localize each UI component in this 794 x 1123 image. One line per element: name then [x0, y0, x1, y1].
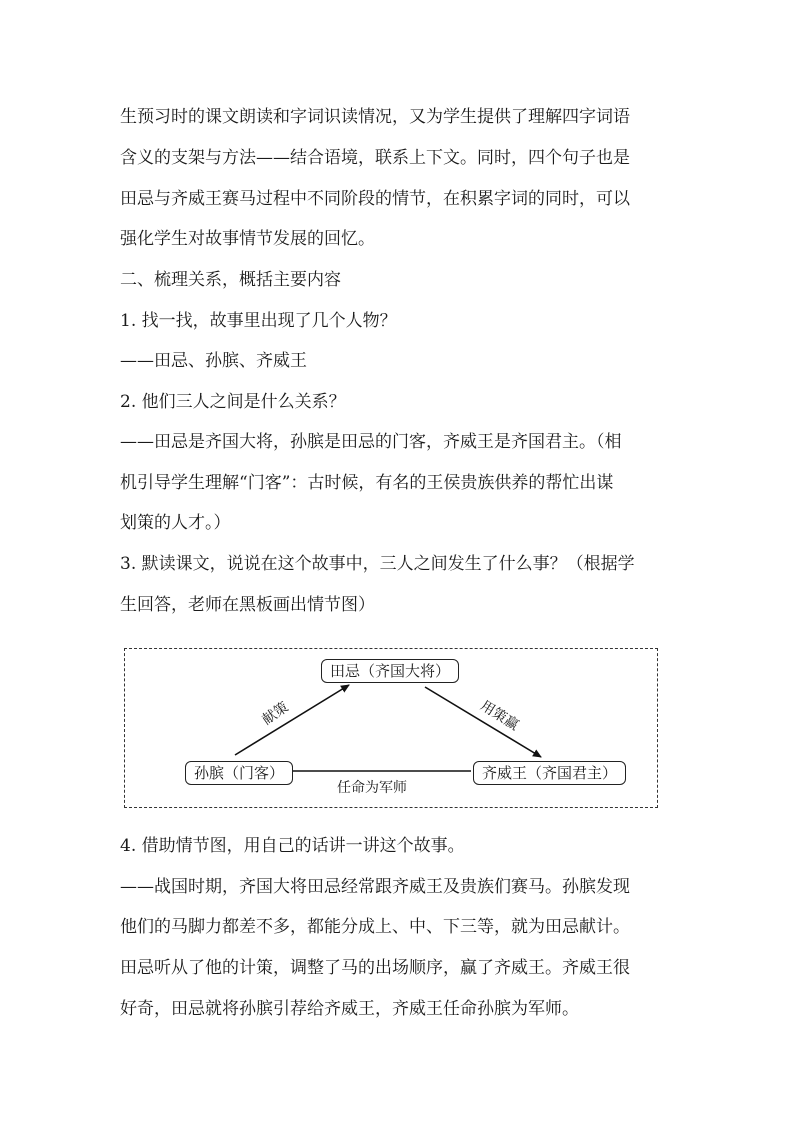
arrow-right	[425, 687, 541, 757]
answer-4-cont: 他们的马脚力都差不多，都能分成上、中、下三等，就为田忌献计。	[120, 917, 630, 937]
answer-4-cont: 田忌听从了他的计策，调整了马的出场顺序，赢了齐威王。齐威王很	[120, 958, 630, 978]
body-line: 生预习时的课文朗读和字词识读情况，又为学生提供了理解四字词语	[120, 107, 630, 127]
node-qiweiwang: 齐威王（齐国君主）	[473, 761, 626, 785]
answer-4-cont: 好奇，田忌就将孙膑引荐给齐威王，齐威王任命孙膑为军师。	[120, 999, 579, 1019]
body-line: 含义的支架与方法——结合语境，联系上下文。同时，四个句子也是	[120, 148, 630, 168]
answer-2: ——田忌是齐国大将，孙膑是田忌的门客，齐威王是齐国君主。（相	[120, 432, 622, 452]
answer-2-cont: 划策的人才。）	[120, 513, 231, 533]
node-tianji: 田忌（齐国大将）	[321, 659, 459, 683]
label-renming: 任命为军师	[337, 780, 407, 796]
label-xiance: 献策	[259, 699, 292, 729]
body-line: 强化学生对故事情节发展的回忆。	[120, 229, 375, 249]
plot-diagram	[124, 648, 658, 808]
node-sunbin: 孙膑（门客）	[185, 761, 293, 785]
question-1: 1. 找一找，故事里出现了几个人物？	[120, 311, 397, 331]
question-3: 3. 默读课文，说说在这个故事中，三人之间发生了什么事？（根据学	[120, 554, 635, 574]
body-line: 田忌与齐威王赛马过程中不同阶段的情节，在积累字词的同时，可以	[120, 189, 630, 209]
question-4: 4. 借助情节图，用自己的话讲一讲这个故事。	[120, 836, 465, 856]
question-2: 2. 他们三人之间是什么关系？	[120, 392, 346, 412]
arrow-left	[235, 685, 349, 755]
answer-2-cont: 机引导学生理解“门客”：古时候，有名的王侯贵族供养的帮忙出谋	[120, 473, 614, 493]
question-3-cont: 生回答，老师在黑板画出情节图）	[120, 595, 375, 615]
label-yongceying: 用策赢	[477, 697, 522, 734]
section-heading: 二、梳理关系，概括主要内容	[120, 270, 341, 290]
answer-4: ——战国时期，齐国大将田忌经常跟齐威王及贵族们赛马。孙膑发现	[120, 877, 630, 897]
answer-1: ——田忌、孙膑、齐威王	[120, 351, 307, 371]
